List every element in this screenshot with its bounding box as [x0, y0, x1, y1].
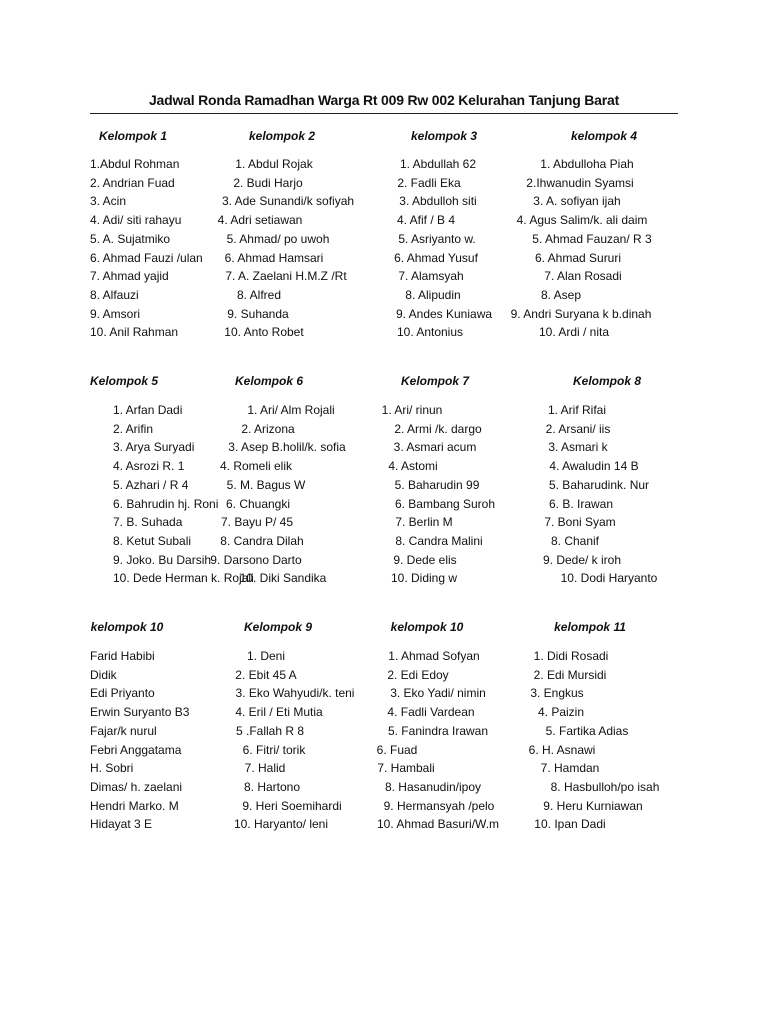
member-name: 7. B. Suhada — [113, 515, 183, 530]
member-name: 7. Hambali — [377, 761, 435, 776]
member-name: 9. Dede elis — [393, 552, 457, 567]
member-name: 4. Astomi — [388, 459, 438, 474]
member-name: 9. Hermansyah /pelo — [383, 798, 495, 813]
member-name: 3. Ade Sunandi/k sofiyah — [221, 194, 355, 209]
member-name: 6. Bambang Suroh — [394, 496, 496, 511]
member-name: 10. Anil Rahman — [90, 325, 179, 340]
member-name: 8. Candra Malini — [395, 533, 483, 548]
member-name: 1. Abdullah 62 — [399, 157, 477, 171]
member-name: 1. Deni — [246, 649, 286, 663]
member-name: 7. Boni Syam — [544, 515, 616, 530]
group-header: kelompok 4 — [570, 129, 638, 143]
group-header: kelompok 11 — [554, 620, 626, 634]
group-header: Kelompok 1 — [98, 129, 168, 143]
member-name: 10. Ipan Dadi — [534, 817, 606, 832]
member-name: 10. Haryanto/ leni — [233, 817, 329, 832]
member-name: 9. Joko. Bu Darsih — [113, 552, 212, 567]
member-name: 10. Dede Herman k. Rojali — [113, 571, 254, 586]
member-name: 4. Awaludin 14 B — [549, 459, 639, 474]
member-name: Fajar/k nurul — [90, 723, 157, 738]
member-name: 5. Azhari / R 4 — [113, 477, 189, 492]
member-name: 6. H. Asnawi — [528, 742, 596, 757]
member-name: 5 .Fallah R 8 — [235, 723, 305, 738]
member-name: 2. Andrian Fuad — [90, 175, 175, 190]
member-name: 9. Andri Suryana k b.dinah — [510, 306, 652, 321]
member-name: 4. Afif / B 4 — [396, 213, 456, 228]
member-name: 8. Hasanudin/ipoy — [384, 779, 482, 794]
member-name: 9. Heri Soemihardi — [242, 798, 342, 813]
member-name: 6. Chuangki — [225, 496, 291, 511]
member-name: 9. Heru Kurniawan — [543, 798, 643, 813]
member-name: 9. Amsori — [90, 306, 141, 321]
member-name: 1. Ahmad Sofyan — [388, 649, 480, 663]
member-name: 9. Dede/ k iroh — [542, 552, 622, 567]
member-name: 8. Candra Dilah — [220, 533, 304, 548]
group-header: kelompok 2 — [248, 129, 316, 143]
member-name: Febri Anggatama — [90, 742, 182, 757]
member-name: 7. Ahmad yajid — [90, 269, 169, 284]
member-name: 8. Ketut Subali — [113, 533, 192, 548]
member-name: 9. Suhanda — [227, 306, 289, 321]
member-name: 5. M. Bagus W — [226, 477, 306, 492]
member-name: 8. Chanif — [550, 533, 600, 548]
member-name: Didik — [90, 667, 117, 682]
member-name: 2. Budi Harjo — [233, 175, 303, 190]
member-name: 8. Alfauzi — [90, 287, 139, 302]
member-name: 5. Baharudink. Nur — [548, 477, 650, 492]
member-name: 6. Ahmad Sururi — [534, 250, 622, 265]
group-header: Kelompok 5 — [89, 374, 159, 388]
member-name: 4. Adri setiawan — [217, 213, 303, 228]
member-name: 2. Arizona — [241, 421, 295, 436]
member-name: 5. Ahmad Fauzan/ R 3 — [532, 231, 652, 246]
member-name: 7. Berlin M — [395, 515, 453, 530]
member-name: H. Sobri — [90, 761, 134, 776]
member-name: 9. Andes Kuniawa — [395, 306, 493, 321]
member-name: 3. Asmari acum — [393, 440, 477, 455]
member-name: 1. Ari/ rinun — [381, 403, 443, 417]
member-name: 10. Dodi Haryanto — [560, 571, 658, 586]
member-name: 2. Arifin — [113, 421, 154, 436]
member-name: 5. A. Sujatmiko — [90, 231, 171, 246]
member-name: 4. Paizin — [537, 705, 585, 720]
member-name: 10. Ahmad Basuri/W.m — [376, 817, 500, 832]
member-name: 3. Abdulloh siti — [399, 194, 477, 209]
member-name: 3. Asep B.holil/k. sofia — [228, 440, 346, 455]
member-name: 8. Alfred — [236, 287, 282, 302]
member-name: 2. Armi /k. dargo — [394, 421, 482, 436]
member-name: 2. Fadli Eka — [397, 175, 461, 190]
member-name: 3. Acin — [90, 194, 127, 209]
member-name: 3. Arya Suryadi — [113, 440, 195, 455]
member-name: 6. Fuad — [376, 742, 418, 757]
member-name: 3. Engkus — [530, 686, 584, 701]
title-underline — [90, 113, 678, 114]
member-name: Edi Priyanto — [90, 686, 155, 701]
group-header: kelompok 3 — [410, 129, 478, 143]
member-name: 7. Halid — [244, 761, 286, 776]
member-name: 1. Arif Rifai — [547, 403, 607, 417]
member-name: 1.Abdul Rohman — [90, 157, 180, 171]
member-name: 6. Fitri/ torik — [242, 742, 306, 757]
member-name: 8. Hasbulloh/po isah — [550, 779, 660, 794]
member-name: 10. Diki Sandika — [239, 571, 327, 586]
member-name: 7. Bayu P/ 45 — [220, 515, 294, 530]
member-name: 1. Abdulloha Piah — [540, 157, 634, 171]
member-name: 6. B. Irawan — [548, 496, 614, 511]
member-name: 3. Asmari k — [548, 440, 608, 455]
group-header: kelompok 10 — [390, 620, 464, 634]
member-name: Erwin Suryanto B3 — [90, 705, 190, 720]
member-name: 5. Asriyanto w. — [398, 231, 476, 246]
member-name: 5. Baharudin 99 — [394, 477, 480, 492]
group-header: Kelompok 7 — [400, 374, 470, 388]
member-name: 6. Ahmad Hamsari — [224, 250, 324, 265]
member-name: 7. Hamdan — [540, 761, 600, 776]
member-name: Hidayat 3 E — [90, 817, 153, 832]
member-name: 1. Abdul Rojak — [235, 157, 313, 171]
member-name: 8. Asep — [540, 287, 582, 302]
member-name: 5. Ahmad/ po uwoh — [226, 231, 330, 246]
member-name: 10. Ardi / nita — [538, 325, 610, 340]
member-name: 4. Eril / Eti Mutia — [235, 705, 323, 720]
member-name: 7. A. Zaelani H.M.Z /Rt — [225, 269, 347, 284]
member-name: 7. Alamsyah — [398, 269, 464, 284]
member-name: 2. Arsani/ iis — [545, 421, 611, 436]
member-name: 3. A. sofiyan ijah — [533, 194, 621, 209]
group-header: Kelompok 6 — [234, 374, 304, 388]
member-name: 4. Asrozi R. 1 — [113, 459, 185, 474]
member-name: 5. Fartika Adias — [545, 723, 629, 738]
member-name: 4. Adi/ siti rahayu — [90, 213, 182, 228]
member-name: 2. Edi Mursidi — [533, 667, 607, 682]
member-name: 2.Ihwanudin Syamsi — [526, 175, 634, 190]
member-name: 3. Eko Yadi/ nimin — [390, 686, 486, 701]
member-name: 4. Romeli elik — [219, 459, 293, 474]
member-name: 1. Didi Rosadi — [533, 649, 609, 663]
member-name: 2. Ebit 45 A — [235, 667, 297, 682]
document-title: Jadwal Ronda Ramadhan Warga Rt 009 Rw 002 Kelurahan Tanjung Barat — [148, 92, 620, 108]
member-name: 2. Edi Edoy — [387, 667, 449, 682]
member-name: 1. Ari/ Alm Rojali — [247, 403, 335, 417]
member-name: 10. Anto Robet — [224, 325, 304, 340]
member-name: 6. Bahrudin hj. Roni — [113, 496, 219, 511]
member-name: 6. Ahmad Yusuf — [394, 250, 478, 265]
member-name: 4. Agus Salim/k. ali daim — [516, 213, 648, 228]
member-name: 1. Arfan Dadi — [113, 403, 183, 417]
member-name: 10. Antonius — [396, 325, 464, 340]
group-header: Kelompok 9 — [243, 620, 313, 634]
member-name: 3. Eko Wahyudi/k. teni — [235, 686, 355, 701]
member-name: 6. Ahmad Fauzi /ulan — [90, 250, 203, 265]
member-name: Farid Habibi — [90, 649, 155, 663]
member-name: 9. Darsono Darto — [210, 552, 302, 567]
member-name: Dimas/ h. zaelani — [90, 779, 183, 794]
member-name: 8. Alipudin — [405, 287, 461, 302]
member-name: 4. Fadli Vardean — [387, 705, 475, 720]
group-header: kelompok 10 — [90, 620, 164, 634]
member-name: 7. Alan Rosadi — [544, 269, 622, 284]
member-name: 10. Diding w — [390, 571, 458, 586]
member-name: Hendri Marko. M — [90, 798, 179, 813]
member-name: 8. Hartono — [243, 779, 301, 794]
member-name: 5. Fanindra Irawan — [387, 723, 489, 738]
group-header: Kelompok 8 — [572, 374, 642, 388]
